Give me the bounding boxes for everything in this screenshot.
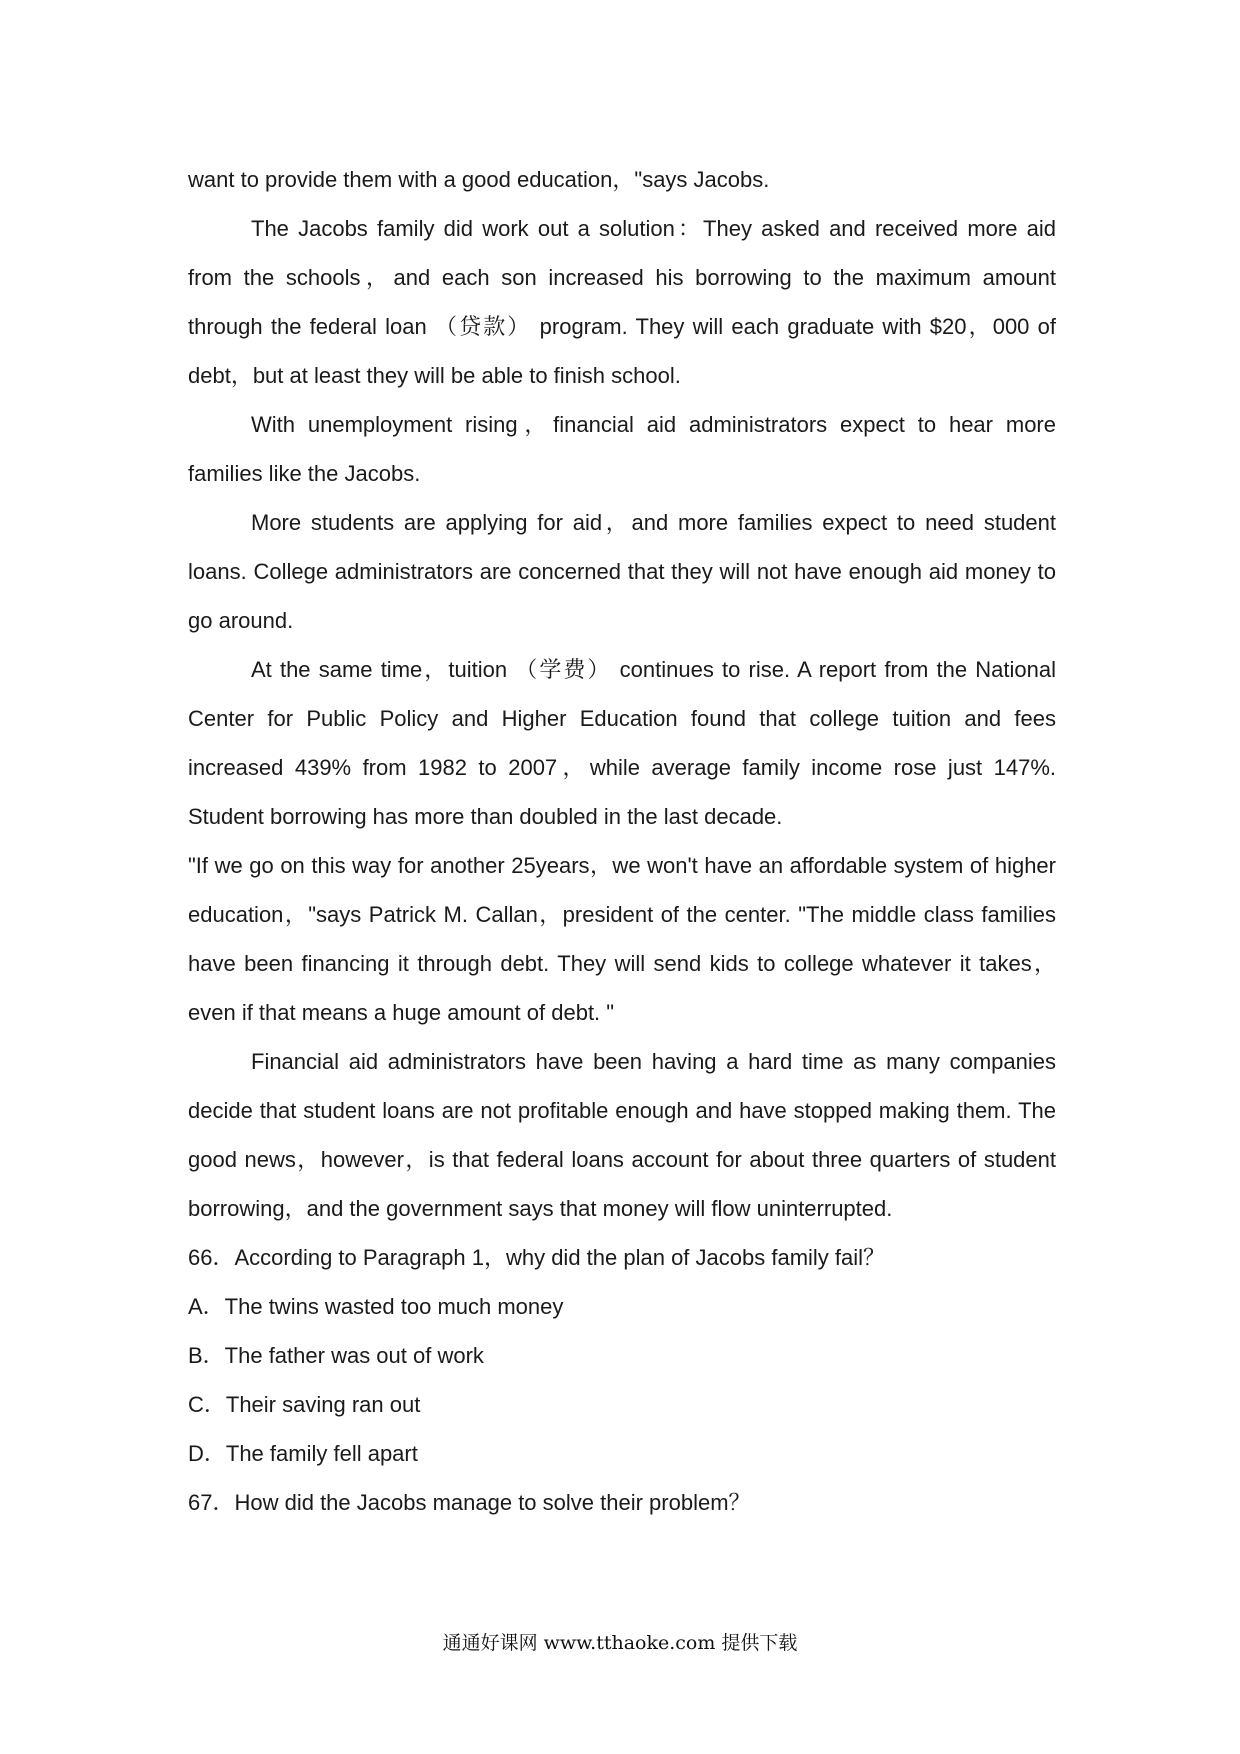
question-67: 67．How did the Jacobs manage to solve their problem？ (188, 1490, 751, 1515)
paragraph-loans: Financial aid administrators have been having a hard time as many companies decide that student loans are not profitable enough and have stopped making them. The good news，however，is that federal loans account for about three quarters of student borrowing，and the government says that money will flow uninterrupted. (188, 1049, 1056, 1221)
page-footer: 通通好课网 www.tthaoke.com 提供下载 (442, 1632, 798, 1654)
paragraph-continuation: want to provide them with a good education，"says Jacobs. (188, 167, 770, 192)
paragraph-aid-applications: More students are applying for aid，and more families expect to need student loans. College administrators are concerned that they will not have enough aid money to go around. (188, 510, 1056, 633)
paragraph-solution: The Jacobs family did work out a solution：They asked and received more aid from the schools，and each son increased his borrowing to the maximum amount through the federal loan （贷款） program. They will each graduate with $20，000 of debt，but at least they will be able to finish school. (188, 216, 1056, 388)
question-66: 66．According to Paragraph 1，why did the plan of Jacobs family fail？ (188, 1245, 886, 1270)
question-66-option-d: D．The family fell apart (188, 1441, 418, 1466)
question-66-option-a: A．The twins wasted too much money (188, 1294, 564, 1319)
question-66-option-b: B．The father was out of work (188, 1343, 484, 1368)
passage-content (188, 155, 1056, 1527)
question-66-option-c: C．Their saving ran out (188, 1392, 421, 1417)
paragraph-tuition: At the same time，tuition （学费） continues to rise. A report from the National Center for Public Policy and Higher Education found that college tuition and fees increased 439% from 1982 to 2007，while average family income rose just 147%. Student borrowing has more than doubled in the last decade. (188, 657, 1056, 829)
paragraph-quote: "If we go on this way for another 25years，we won't have an affordable system of higher education，"says Patrick M. Callan，president of the center. "The middle class families have been financing it through debt. They will send kids to college whatever it takes，even if that means a huge amount of debt. " (188, 853, 1056, 1025)
paragraph-unemployment: With unemployment rising，financial aid administrators expect to hear more families like the Jacobs. (188, 412, 1056, 486)
